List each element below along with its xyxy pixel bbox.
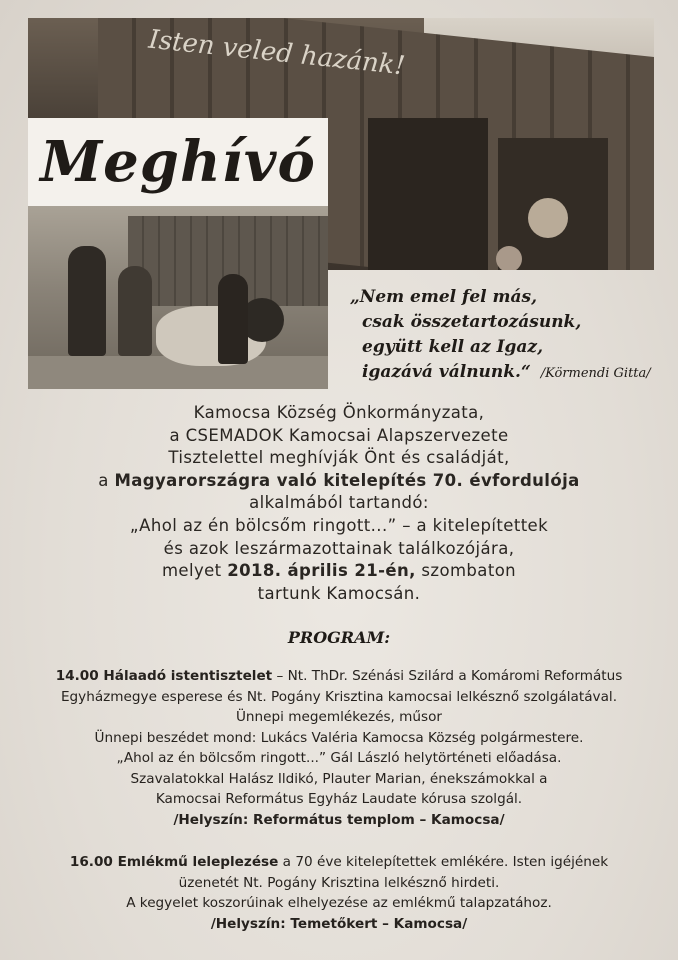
quote-line-4 [362, 360, 670, 386]
invite-line-1: Kamocsa Község Önkormányzata, [193, 403, 485, 422]
invite-line-9: tartunk Kamocsán. [257, 583, 421, 603]
program-1-line-1 [0, 666, 678, 687]
program-heading: PROGRAM: [287, 628, 391, 647]
quote [350, 285, 670, 386]
quote-author: /Körmendi Gitta/ [540, 366, 651, 381]
program-2-time-title: 16.00 Emlékmű leleplezése [69, 854, 279, 870]
quote-line-4-text: igazává válnunk.“ [362, 362, 531, 382]
program-1-line-5: „Ahol az én bölcsőm ringott...” Gál László helytörténeti előadása. [116, 750, 562, 766]
program-2-location [0, 914, 678, 935]
program-1-line-2: Egyházmegye esperese és Nt. Pogány Krisztina kamocsai lelkésznő szolgálatával. [60, 688, 618, 705]
program-1-line-3: Ünnepi megemlékezés, műsor [235, 709, 443, 725]
invite-line-5: alkalmából tartandó: [249, 493, 429, 513]
invitation-text [0, 402, 678, 605]
invite-line-4 [0, 470, 678, 493]
invite-line-8 [0, 560, 678, 583]
program-item-2 [0, 852, 678, 934]
invite-line-8-pre: melyet [161, 561, 228, 581]
invite-anniversary: Magyarországra való kitelepítés 70. évfordulója [114, 470, 580, 490]
program-1-location-text: /Helyszín: Református templom – Kamocsa/ [173, 811, 505, 828]
quote-line-3: együtt kell az Igaz, [362, 337, 544, 357]
program-2-line-1 [0, 852, 678, 873]
quote-line-2: csak összetartozásunk, [362, 312, 582, 332]
photo-figure-3 [218, 274, 248, 364]
photo-figure-1 [68, 246, 106, 356]
program-2-location-text: /Helyszín: Temetőkert – Kamocsa/ [210, 915, 468, 932]
title-box [28, 118, 328, 206]
program-1-line-1-rest: – Nt. ThDr. Szénási Szilárd a Komáromi Református [272, 668, 623, 684]
program-1-location [0, 810, 678, 831]
page-title: Meghívó [40, 129, 316, 195]
program-1-line-7: Kamocsai Református Egyház Laudate kórusa szolgál. [155, 791, 523, 807]
program-2-line-1-rest: a 70 éve kitelepítettek emlékére. Isten igéjének [278, 854, 609, 870]
invite-line-7: és azok leszármazottainak találkozójára, [163, 538, 515, 558]
program-1-time-title: 14.00 Hálaadó istentisztelet [55, 668, 273, 684]
program-1-line-4: Ünnepi beszédet mond: Lukács Valéria Kamocsa Község polgármestere. [94, 729, 584, 746]
photo-figure-2 [118, 266, 152, 356]
photo-person-2 [496, 246, 522, 270]
invite-date: 2018. április 21-én, [227, 561, 416, 581]
program-2-line-2: üzenetét Nt. Pogány Krisztina lelkésznő hirdeti. [178, 874, 500, 891]
photo-person [528, 198, 568, 238]
photo-wagon-door [368, 118, 488, 270]
invite-line-8-post: szombaton [415, 561, 517, 581]
quote-line-1: „Nem emel fel más, [350, 287, 538, 307]
invite-line-2: a CSEMADOK Kamocsai Alapszervezete [169, 425, 509, 445]
invite-line-6: „Ahol az én bölcsőm ringott...” – a kitelepítettek [129, 515, 549, 535]
program-2-line-3: A kegyelet koszorúinak elhelyezése az emlékmű talapzatához. [126, 895, 552, 911]
photo-chalk-caption: Isten veled hazánk! [147, 24, 407, 82]
photo-truck-loading [28, 206, 328, 389]
program-item-1 [0, 666, 678, 830]
program-1-line-6: Szavalatokkal Halász Ildikó, Plauter Marian, énekszámokkal a [130, 770, 548, 787]
invite-line-4-pre: a [98, 470, 115, 490]
invite-line-3: Tisztelettel meghívják Önt és családját, [168, 448, 510, 468]
